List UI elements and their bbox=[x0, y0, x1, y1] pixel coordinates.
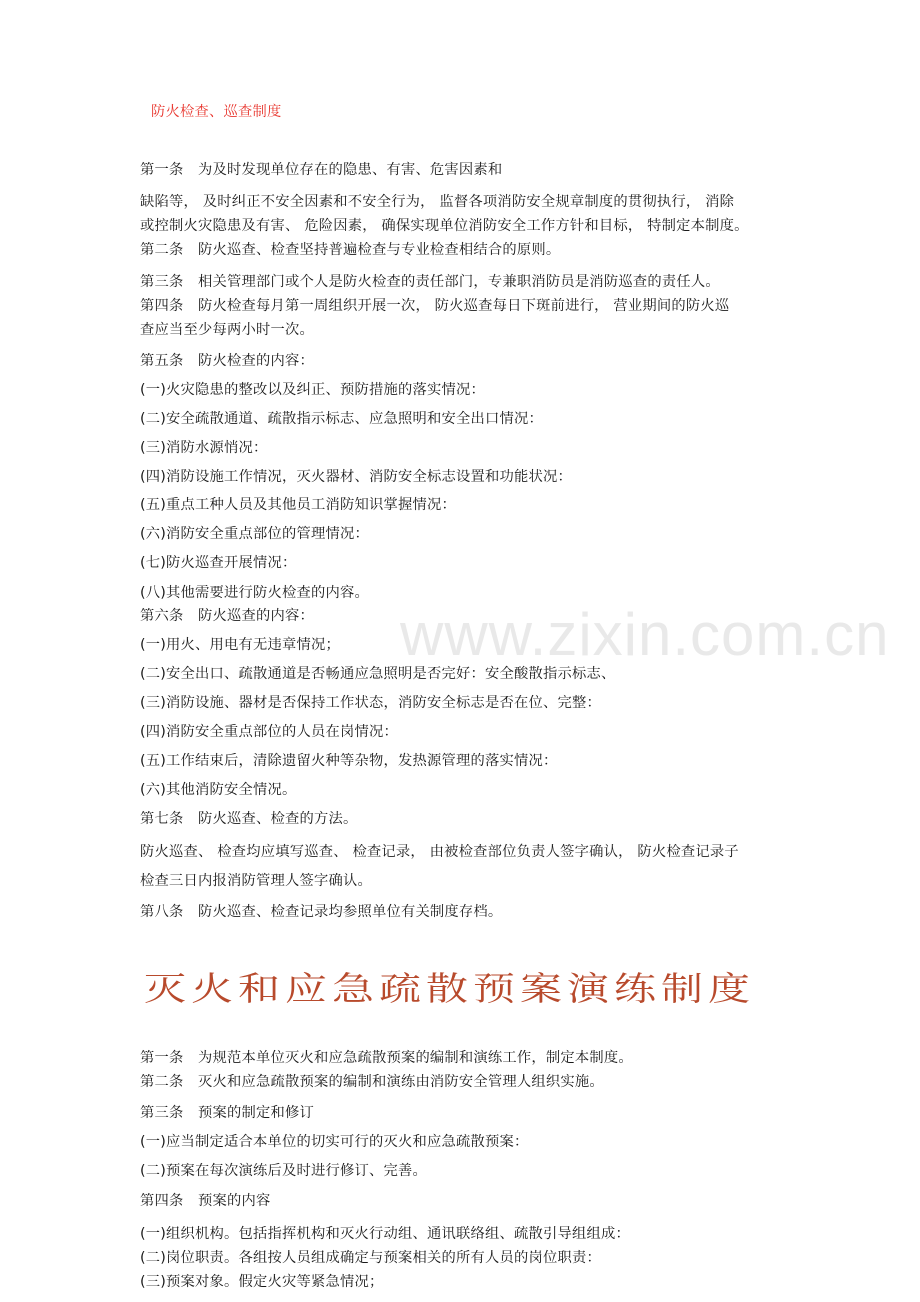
paragraph-line: (七)防火巡查开展情况： bbox=[140, 555, 297, 571]
paragraph-line: 检查三日内报消防管理人签字确认。 bbox=[140, 873, 372, 889]
paragraph-line: (五)工作结束后，清除遗留火种等杂物，发热源管理的落实情况： bbox=[140, 753, 558, 769]
paragraph-line: (一)组织机构。包括指挥机构和灭火行动组、通讯联络组、疏散引导组组成： bbox=[140, 1226, 630, 1242]
paragraph-line: 第二条 防火巡查、检查坚持普遍检查与专业检查相结合的原则。 bbox=[140, 242, 561, 258]
paragraph-line: 第一条 为规范本单位灭火和应急疏散预案的编制和演练工作，制定本制度。 bbox=[140, 1050, 633, 1066]
paragraph-line: (二)安全疏散通道、疏散指示标志、应急照明和安全出口情况： bbox=[140, 411, 543, 427]
paragraph-line: (二)预案在每次演练后及时进行修订、完善。 bbox=[140, 1163, 427, 1179]
paragraph-line: 防火巡查、 检查均应填写巡查、 检查记录， 由被检查部位负责人签字确认， 防火检查记录子 bbox=[140, 844, 739, 860]
paragraph-line: (一)用火、用电有无违章情况； bbox=[140, 637, 341, 653]
paragraph-line: (一)应当制定适合本单位的切实可行的灭火和应急疏散预案： bbox=[140, 1134, 529, 1150]
paragraph-line: (二)岗位职责。各组按人员组成确定与预案相关的所有人员的岗位职责： bbox=[140, 1250, 601, 1266]
paragraph-line: (八)其他需要进行防火检查的内容。 bbox=[140, 585, 370, 601]
paragraph-line: (五)重点工种人员及其他员工消防知识掌握情况： bbox=[140, 497, 456, 513]
section-banner-title: 灭火和应急疏散预案演练制度 bbox=[144, 969, 756, 1008]
paragraph-line: 查应当至少每两小时一次。 bbox=[140, 322, 314, 338]
paragraph-line: (三)预案对象。假定火灾等紧急情况； bbox=[140, 1274, 384, 1290]
paragraph-line: (三)消防水源悄况： bbox=[140, 440, 268, 456]
paragraph-line: (六)消防安全重点部位的管理情况： bbox=[140, 526, 370, 542]
paragraph-line: (三)消防设施、器材是否保持工作状态，消防安全标志是否在位、完整： bbox=[140, 695, 601, 711]
paragraph-line: 第四条 预案的内容 bbox=[140, 1193, 271, 1209]
paragraph-line: 或控制火灾隐患及有害、 危险因素， 确保实现单位消防安全工作方针和目标， 特制定本制度。 bbox=[140, 218, 749, 234]
paragraph-line: 第六条 防火巡查的内容： bbox=[140, 608, 314, 624]
paragraph-line: 第八条 防火巡查、检查记录均参照单位有关制度存档。 bbox=[140, 904, 503, 920]
document-title: 防火检查、巡查制度 bbox=[151, 104, 282, 120]
paragraph-line: (一)火灾隐患的整改以及纠正、预防措施的落实情况： bbox=[140, 382, 485, 398]
paragraph-line: 第七条 防火巡查、检查的方法。 bbox=[140, 811, 358, 827]
paragraph-line: 第三条 预案的制定和修订 bbox=[140, 1105, 314, 1121]
paragraph-line: (二)安全出口、疏散通道是否畅通应急照明是否完好：安全酸散指示标志、 bbox=[140, 666, 616, 682]
watermark: www.zixin.com.cn bbox=[400, 601, 890, 668]
paragraph-line: 第四条 防火检查每月第一周组织开展一次， 防火巡查每日下斑前进行， 营业期间的防火巡 bbox=[140, 298, 730, 314]
paragraph-line: (六)其他消防安全情况。 bbox=[140, 782, 297, 798]
paragraph-line: 缺陷等， 及时纠正不安全因素和不安全行为， 监督各项消防安全规章制度的贯彻执行， 消除 bbox=[140, 194, 735, 210]
paragraph-line: 第五条 防火检查的内容： bbox=[140, 353, 314, 369]
paragraph-line: 第一条 为及时发现单位存在的隐患、有害、危害因素和 bbox=[140, 162, 503, 178]
paragraph-line: 第二条 灭火和应急疏散预案的编制和演练由消防安全管理人组织实施。 bbox=[140, 1074, 604, 1090]
paragraph-line: (四)消防安全重点部位的人员在岗情况： bbox=[140, 724, 399, 740]
paragraph-line: (四)消防设施工作情况，灭火器材、消防安全标志设置和功能状况： bbox=[140, 469, 572, 485]
paragraph-line: 第三条 相关管理部门或个人是防火检查的责任部门，专兼职消防员是消防巡查的责任人。 bbox=[140, 274, 720, 290]
